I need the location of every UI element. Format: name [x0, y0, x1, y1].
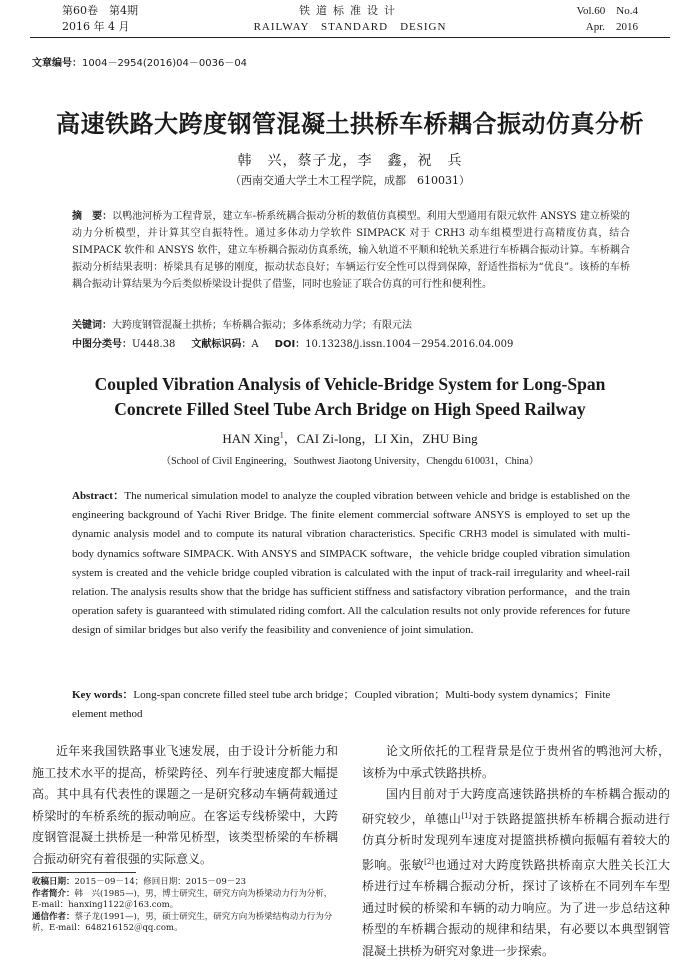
abstract-chinese [72, 208, 630, 293]
footnote-dates [32, 877, 338, 889]
dates-label: 收稿日期： [32, 877, 75, 887]
title-chinese: 高速铁路大跨度钢管混凝土拱桥车桥耦合振动仿真分析 [56, 110, 644, 138]
classification-line [72, 337, 630, 353]
abstract-cn-label: 摘 要： [72, 211, 113, 222]
intro-paragraph: 近年来我国铁路事业飞速发展，由于设计分析能力和施工技术水平的提高，桥梁跨径、列车行驶速度都大幅提高。其中具有代表性的课题之一是研究移动车辆荷载通过桥梁时的车桥系统的振动响应。在客运专线桥梁中，大跨度钢管混凝土拱桥是一种常见桥型，该类型桥梁的车桥耦合振动研究有着很强的实际意义。 [32, 744, 338, 866]
running-header [0, 0, 700, 40]
clc-label: 中图分类号： [72, 339, 132, 350]
date-en: Apr. 2016 [585, 21, 638, 33]
lit-text-a: 国内目前对于大跨度高速铁路拱桥的车桥耦合振动的研究较少，单德山 [362, 787, 670, 826]
author-bio-text: 韩 兴(1985—)，男，博士研究生，研究方向为桥梁动力行为分析，E-mail：hanxing1122＠163.com。 [32, 888, 333, 910]
clc-value: U448.38 [132, 339, 176, 350]
doc-code-label: 文献标识码： [191, 339, 252, 350]
title-en-line2: Concrete Filled Steel Tube Arch Bridge on High Speed Railway [114, 399, 586, 419]
lit-text-b: 对于铁路提篮拱桥车桥耦合振动进行仿真分析时发现列车速度对提篮拱桥横向振幅有着较大的影响。张敏 [362, 811, 670, 872]
volume-issue-cn: 第60卷 第4期 [62, 4, 138, 17]
citation-2: [2] [424, 857, 435, 866]
author-bio-label: 作者简介： [32, 888, 75, 899]
authors-chinese: 韩 兴，蔡子龙，李 鑫，祝 兵 [237, 153, 463, 169]
author-en-superscript: 1 [279, 430, 284, 440]
keywords-cn-label: 关键词： [72, 320, 112, 331]
article-number-label: 文章编号： [32, 58, 82, 69]
article-number-value: 1004－2954(2016)04－0036－04 [82, 58, 248, 69]
authors-english [0, 428, 700, 447]
literature-paragraph [362, 784, 670, 962]
abstract-cn-text: 以鸭池河桥为工程背景，建立车-桥系统耦合振动分析的数值仿真模型。利用大型通用有限元软件 ANSYS 建立桥梁的动力分析模型，并计算其空自振特性。通过多体动力学软件 SIMPACK 对于 CRH3 动车组模型进行高精度仿真，结合 SIMPACK 软件和 ANSYS 软件，建立车桥耦合振动仿真系统，输入轨道不平顺和轮轨关系进行车桥耦合振动计算。车桥耦合振动分析结果表明：桥梁具有足够的刚度，振动状态良好；车辆运行安全性可以得到保障，舒适性指标为“优良”。该桥的车桥耦合振动计算结果为今后类似桥梁设计提供了借鉴，同时也验证了联合仿真的可行性和便利性。 [72, 211, 631, 290]
author-en-first: HAN Xing [222, 431, 280, 446]
affiliation-chinese: （西南交通大学土木工程学院，成都 610031） [230, 174, 470, 187]
keywords-en-text: Long-span concrete filled steel tube arch bridge；Coupled vibration；Multi-body system dynamics；Finite element method [72, 689, 611, 721]
article-number [32, 54, 247, 69]
journal-name-cn: 铁道标准设计 [299, 4, 401, 17]
keywords-english [72, 686, 630, 724]
footnote-author [32, 889, 338, 912]
abstract-en-label: Abstract： [72, 490, 125, 502]
background-paragraph: 论文所依托的工程背景是位于贵州省的鸭池河大桥，该桥为中承式铁路拱桥。 [362, 744, 670, 780]
corr-label: 通信作者： [32, 911, 75, 922]
body-left-column [32, 741, 338, 870]
body-right-column [362, 741, 670, 962]
doc-code-value: A [251, 339, 259, 350]
keywords-en-label: Key words： [72, 689, 134, 701]
volume-issue-en: Vol.60 No.4 [576, 5, 638, 17]
footnote [32, 877, 338, 935]
footnote-divider [32, 872, 136, 873]
affiliation-english: （School of Civil Engineering，Southwest Jiaotong University，Chengdu 610031，China） [161, 456, 539, 467]
title-english [0, 372, 700, 422]
footnote-corresponding [32, 912, 338, 935]
keywords-chinese [72, 318, 630, 334]
journal-name-en: RAILWAY STANDARD DESIGN [253, 21, 447, 33]
keywords-cn-text: 大跨度钢管混凝土拱桥；车桥耦合振动；多体系统动力学；有限元法 [112, 320, 412, 331]
doi-value: 10.13238/j.issn.1004－2954.2016.04.009 [305, 339, 514, 350]
citation-1: [1] [461, 811, 472, 820]
corr-text: 蔡子龙(1991—)，男，硕士研究生，研究方向为桥梁结构动力行为分析，E-mail：648216152＠qq.com。 [32, 911, 333, 933]
dates-text: 2015－09－14；修回日期：2015－09－23 [74, 877, 247, 887]
authors-en-rest: ，CAI Zi-long，LI Xin，ZHU Bing [283, 431, 478, 446]
date-cn: 2016 年 4 月 [62, 20, 130, 33]
header-divider [30, 37, 670, 38]
abstract-english [72, 487, 630, 641]
title-en-line1: Coupled Vibration Analysis of Vehicle-Bridge System for Long-Span [94, 374, 606, 394]
abstract-en-text: The numerical simulation model to analyze the coupled vibration between vehicle and bridge is established on the engineering background of Yachi River Bridge. The finite element commercial software ANSYS is employed to set up the dynamic analysis model and to compute its natural vibration characteristics. Specific CRH3 model is simulated with multi-body dynamics software SIMPACK. With ANSYS and SIMPACK software，the vehicle bridge coupled vibration simulation system is created and the vehicle bridge coupled vibration is calculated with the input of track-rail irregularity and wheel-rail relation. The analysis results show that the bridge has sufficient stiffness and satisfactory vibration performance，and the train operation safety is guaranteed with stimulated riding comfort. All the calculation results not only provide references for future design of similar bridges but also verify the feasibility and convenience of joint simulation. [72, 490, 630, 637]
lit-text-c: 也通过对大跨度铁路拱桥南京大胜关长江大桥进行过车桥耦合振动分析，探讨了该桥在不同列车车型通过时候的桥梁和车辆的动力响应。为了进一步总结这种桥型的车桥耦合振动的规律和结果，有必要以本典型钢管混凝土拱桥为研究对象进一步探索。 [362, 857, 670, 958]
doi-label: DOI： [274, 339, 306, 350]
